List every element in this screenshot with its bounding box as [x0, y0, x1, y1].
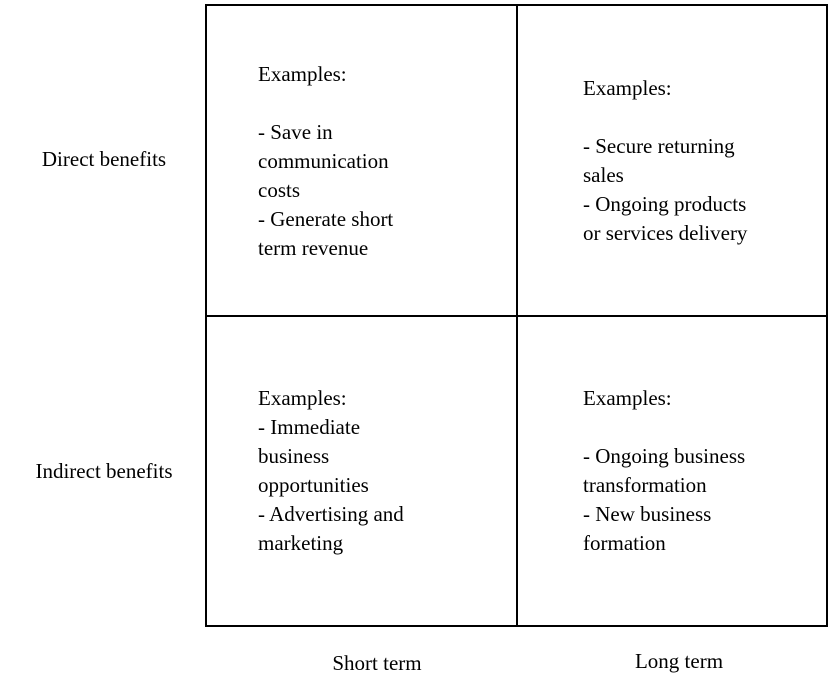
cell-direct-long-term: Examples: - Secure returning sales - Ongoing products or services delivery	[583, 76, 748, 245]
matrix-horizontal-divider	[205, 315, 828, 317]
cell-indirect-long-term: Examples: - Ongoing business transformation - New business formation	[583, 386, 746, 555]
column-label-long-term: Long term	[634, 649, 724, 673]
cell-indirect-short-term: Examples: - Immediate business opportunities - Advertising and marketing	[258, 386, 404, 555]
column-label-short-term: Short term	[332, 651, 422, 675]
row-label-indirect-benefits: Indirect benefits	[35, 459, 173, 483]
row-label-direct-benefits: Direct benefits	[41, 147, 167, 171]
cell-direct-short-term: Examples: - Save in communication costs - Generate short term revenue	[258, 62, 394, 260]
